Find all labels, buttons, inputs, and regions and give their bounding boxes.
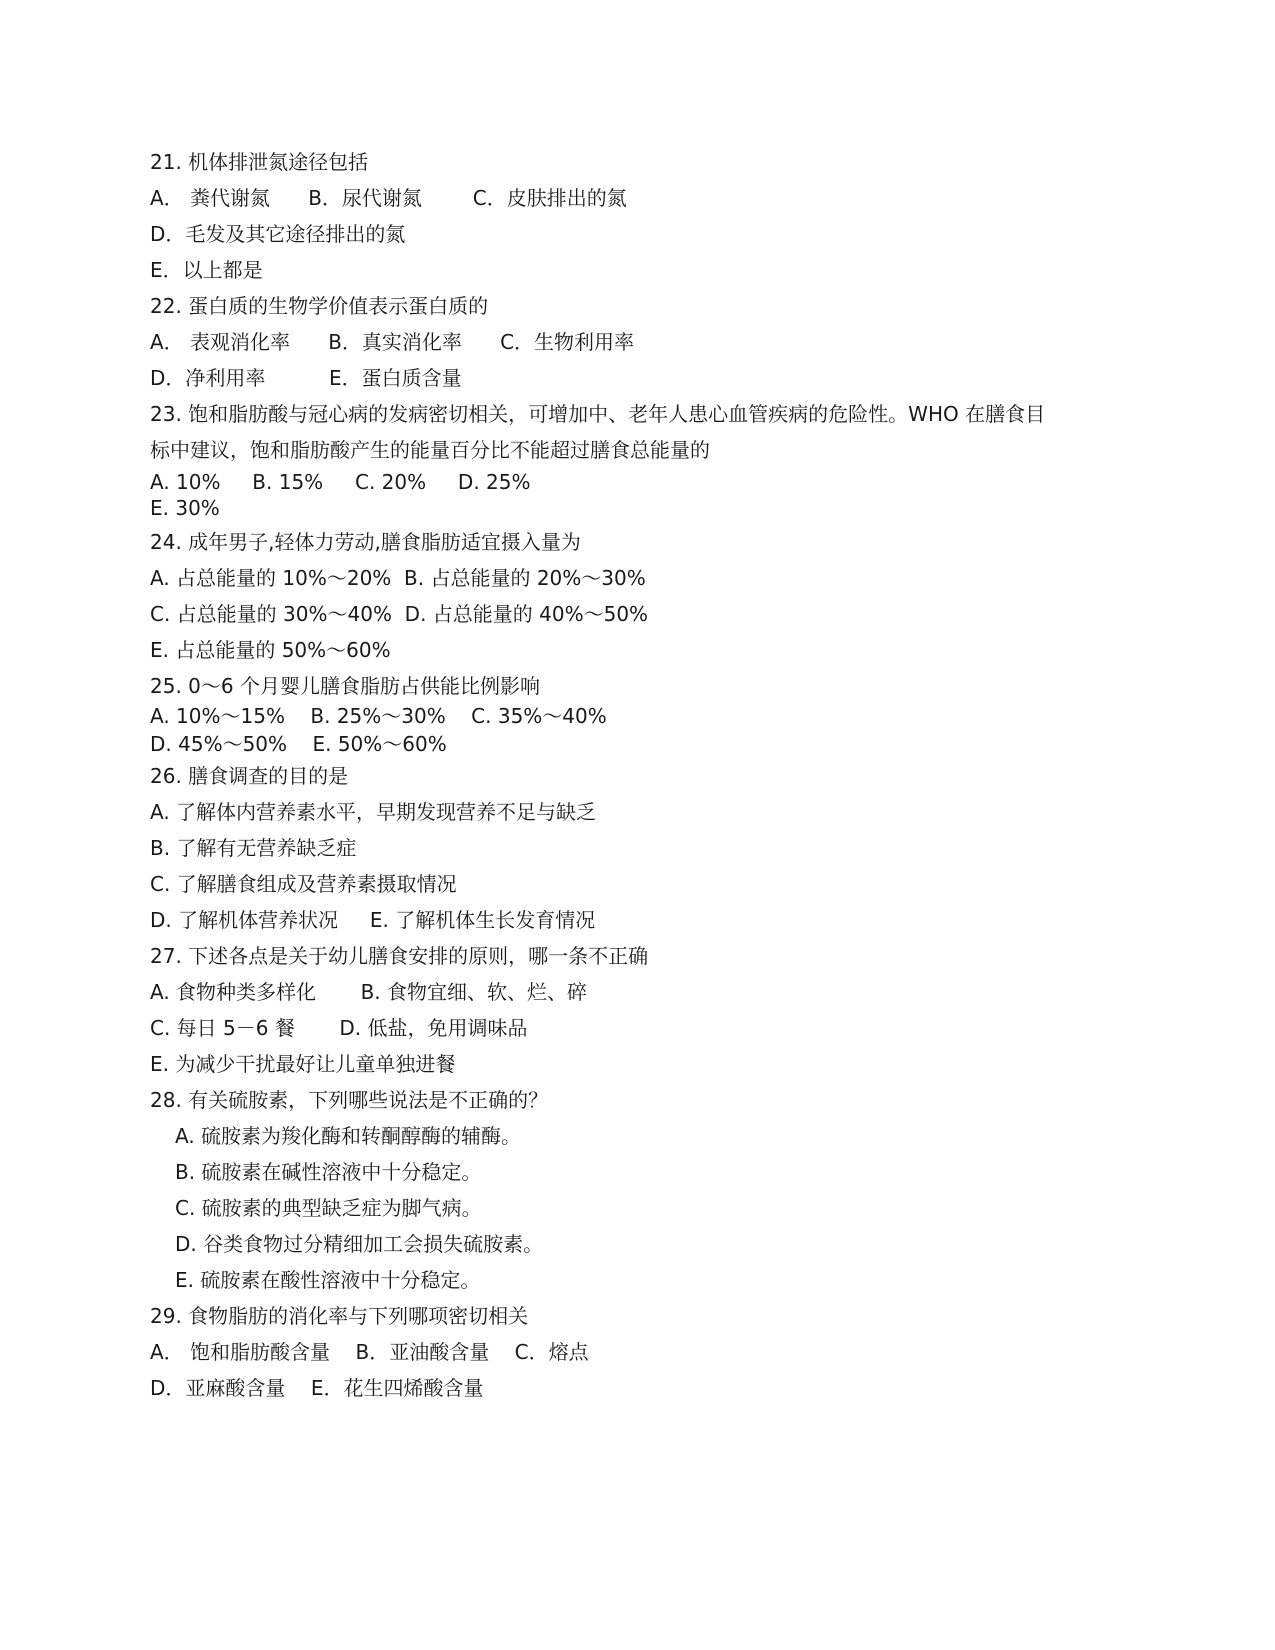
option-b: B. 硫胺素在碱性溶液中十分稳定。 [175,1160,482,1184]
option-b: B．真实消化率 [328,330,462,354]
option-a: A. 了解体内营养素水平，早期发现营养不足与缺乏 [150,800,597,824]
option-d: D. 低盐，免用调味品 [339,1016,528,1040]
question-23-stem [150,402,1045,426]
option-d: D. 谷类食物过分精细加工会损失硫胺素。 [175,1232,544,1256]
question-number: 26. [150,764,182,788]
question-23-stem-continued: 标中建议，饱和脂肪酸产生的能量百分比不能超过膳食总能量的 [150,438,710,462]
question-24-options-row [150,566,646,590]
option-e: E. 50%～60% [312,732,447,756]
question-25-options-row [150,704,607,728]
question-28-stem [150,1088,548,1112]
question-27-options-row-2 [150,1016,527,1040]
option-c: C. 20% [354,470,427,494]
question-text: 有关硫胺素，下列哪些说法是不正确的？ [188,1088,549,1112]
question-text: 0～6 个月婴儿膳食脂肪占供能比例影响 [188,674,540,698]
option-c: C. 硫胺素的典型缺乏症为脚气病。 [175,1196,482,1220]
option-e: E．蛋白质含量 [328,366,462,390]
option-b: B. 15% [252,470,324,494]
option-d: D. 45%～50% [150,732,288,756]
option-c: C. 占总能量的 30%～40% [150,602,392,626]
option-a: A. 10%～15% [150,704,285,728]
question-29-options-row-2 [150,1376,483,1400]
question-29-options-row [150,1340,589,1364]
question-29-stem [150,1304,528,1328]
question-text: 膳食调查的目的是 [188,764,349,788]
question-25-stem [150,674,540,698]
option-d: D．毛发及其它途径排出的氮 [150,222,406,246]
option-e: E. 30% [150,496,220,520]
option-c: C. 每日 5－6 餐 [150,1016,295,1040]
option-a: A. 10% [150,470,221,494]
option-b: B．亚油酸含量 [355,1340,490,1364]
option-e: E．以上都是 [150,258,263,282]
question-text: 饱和脂肪酸与冠心病的发病密切相关，可增加中、老年人患心血管疾病的危险性。WHO 在膳食目 [188,402,1046,426]
question-number: 21. [150,150,182,174]
option-d: D. 占总能量的 40%～50% [404,602,649,626]
question-text: 机体排泄氮途径包括 [188,150,369,174]
option-d: D．净利用率 [150,366,266,390]
question-22-options-row-2 [150,366,462,390]
option-c: C．熔点 [514,1340,589,1364]
question-number: 23. [150,402,182,426]
question-27-stem [150,944,648,968]
question-22-options-row [150,330,634,354]
option-b: B. 了解有无营养缺乏症 [150,836,357,860]
option-c: C. 了解膳食组成及营养素摄取情况 [150,872,457,896]
question-23-options-row [150,470,531,494]
option-a: A. 占总能量的 10%～20% [150,566,392,590]
option-d: D. 了解机体营养状况 [150,908,339,932]
question-21-stem [150,150,368,174]
question-21-options-row [150,186,627,210]
question-number: 24. [150,530,182,554]
option-e: E. 为减少干扰最好让儿童单独进餐 [150,1052,456,1076]
option-b: B．尿代谢氮 [308,186,422,210]
option-a: A． 表观消化率 [150,330,291,354]
question-24-options-row-2 [150,602,648,626]
question-text: 成年男子,轻体力劳动,膳食脂肪适宜摄入量为 [188,530,581,554]
option-c: C．生物利用率 [500,330,635,354]
question-text: 蛋白质的生物学价值表示蛋白质的 [188,294,489,318]
question-27-options-row [150,980,587,1004]
question-number: 27. [150,944,182,968]
option-e: E. 占总能量的 50%～60% [150,638,391,662]
option-a: A． 粪代谢氮 [150,186,271,210]
question-number: 28. [150,1088,182,1112]
option-d: D. 25% [457,470,531,494]
option-b: B. 25%～30% [310,704,446,728]
question-24-stem [150,530,581,554]
option-a: A. 食物种类多样化 [150,980,317,1004]
option-c: C．皮肤排出的氮 [472,186,627,210]
option-b: B. 食物宜细、软、烂、碎 [360,980,587,1004]
question-number: 22. [150,294,182,318]
question-number: 25. [150,674,182,698]
option-e: E. 硫胺素在酸性溶液中十分稳定。 [175,1268,481,1292]
question-number: 29. [150,1304,182,1328]
option-b: B. 占总能量的 20%～30% [404,566,646,590]
option-a: A. 硫胺素为羧化酶和转酮醇酶的辅酶。 [175,1124,522,1148]
question-26-stem [150,764,348,788]
option-c: C. 35%～40% [471,704,607,728]
option-e: E．花生四烯酸含量 [310,1376,484,1400]
option-d: D．亚麻酸含量 [150,1376,286,1400]
option-a: A． 饱和脂肪酸含量 [150,1340,331,1364]
question-26-options-row [150,908,595,932]
option-e: E. 了解机体生长发育情况 [369,908,596,932]
question-text: 食物脂肪的消化率与下列哪项密切相关 [188,1304,529,1328]
question-text: 下述各点是关于幼儿膳食安排的原则，哪一条不正确 [188,944,649,968]
question-22-stem [150,294,488,318]
question-25-options-row-2 [150,732,447,756]
